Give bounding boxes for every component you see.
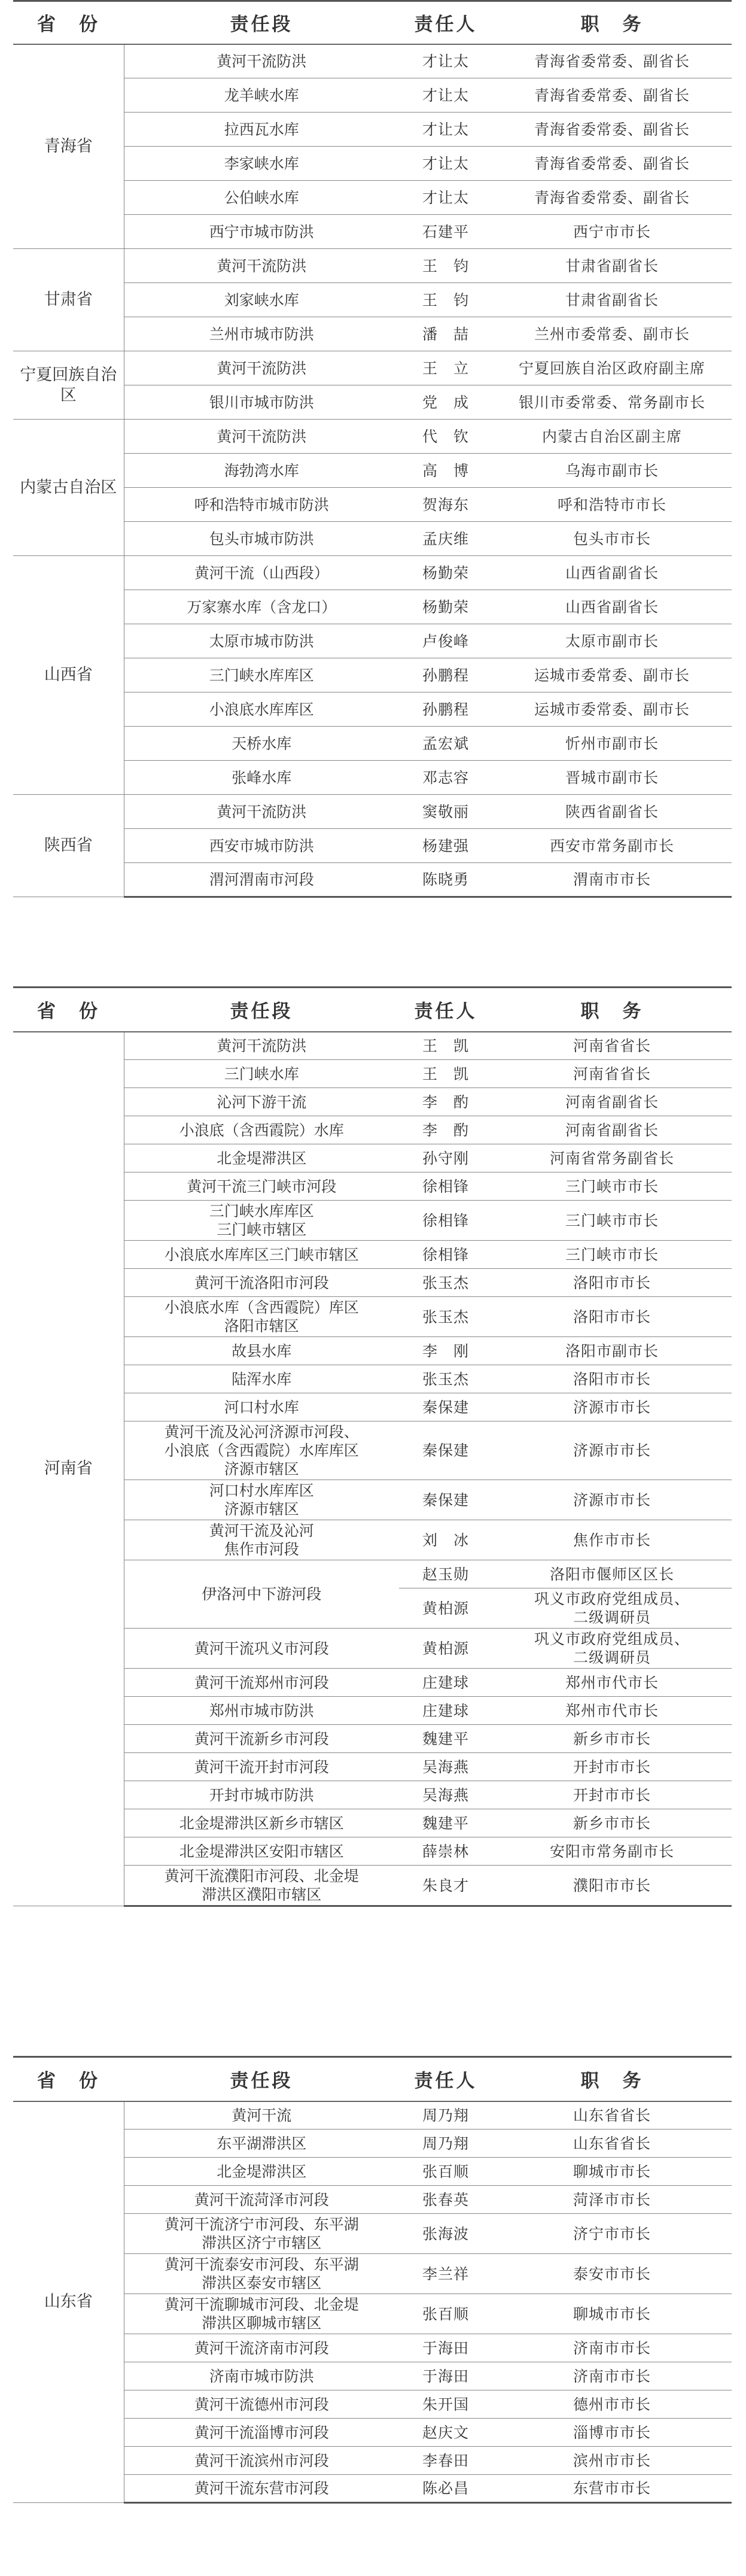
person-cell: 薛崇林 bbox=[399, 1837, 492, 1866]
person-cell: 李兰祥 bbox=[399, 2254, 492, 2294]
table-row bbox=[13, 420, 732, 454]
section-cell: 小浪底（含西霞院）水库 bbox=[124, 1116, 399, 1144]
section-cell: 黄河干流郑州市河段 bbox=[124, 1669, 399, 1697]
section-cell: 黄河干流防洪 bbox=[124, 795, 399, 829]
section-cell: 北金堤滞洪区 bbox=[124, 1144, 399, 1172]
duty-cell: 甘肃省副省长 bbox=[492, 249, 732, 283]
person-cell: 徐相锋 bbox=[399, 1241, 492, 1269]
province-cell: 山西省 bbox=[13, 556, 124, 795]
person-cell: 秦保建 bbox=[399, 1421, 492, 1480]
section-cell: 万家寨水库（含龙口） bbox=[124, 590, 399, 624]
person-cell: 吴海燕 bbox=[399, 1753, 492, 1781]
person-cell: 赵庆文 bbox=[399, 2419, 492, 2447]
person-cell: 李 酌 bbox=[399, 1088, 492, 1116]
person-cell: 卢俊峰 bbox=[399, 624, 492, 658]
section-cell: 济南市城市防洪 bbox=[124, 2362, 399, 2390]
header-duty: 职 务 bbox=[492, 2057, 732, 2101]
duty-cell: 新乡市市长 bbox=[492, 1725, 732, 1753]
person-cell: 黄柏源 bbox=[399, 1588, 492, 1629]
person-cell: 李 酌 bbox=[399, 1116, 492, 1144]
section-cell: 三门峡水库 bbox=[124, 1060, 399, 1088]
duty-cell: 甘肃省副省长 bbox=[492, 283, 732, 317]
section-cell: 北金堤滞洪区安阳市辖区 bbox=[124, 1837, 399, 1866]
section-cell: 黄河干流泰安市河段、东平湖 滞洪区泰安市辖区 bbox=[124, 2254, 399, 2294]
person-cell: 才让太 bbox=[399, 78, 492, 113]
person-cell: 张海波 bbox=[399, 2214, 492, 2254]
duty-cell: 菏泽市市长 bbox=[492, 2186, 732, 2214]
section-cell: 黄河干流（山西段） bbox=[124, 556, 399, 590]
section-cell: 三门峡水库库区 bbox=[124, 658, 399, 692]
section-cell: 陆浑水库 bbox=[124, 1365, 399, 1393]
duty-cell: 运城市委常委、副市长 bbox=[492, 658, 732, 692]
section-cell: 三门峡水库库区 三门峡市辖区 bbox=[124, 1201, 399, 1241]
duty-cell: 济源市市长 bbox=[492, 1421, 732, 1480]
duty-cell: 青海省委常委、副省长 bbox=[492, 78, 732, 113]
person-cell: 代 钦 bbox=[399, 420, 492, 454]
duty-cell: 郑州市代市长 bbox=[492, 1669, 732, 1697]
section-cell: 黄河干流济宁市河段、东平湖 滞洪区济宁市辖区 bbox=[124, 2214, 399, 2254]
section-cell: 伊洛河中下游河段 bbox=[124, 1560, 399, 1629]
section-cell: 黄河干流防洪 bbox=[124, 1032, 399, 1060]
person-cell: 吴海燕 bbox=[399, 1781, 492, 1809]
person-cell: 张百顺 bbox=[399, 2158, 492, 2186]
section-cell: 河口村水库 bbox=[124, 1393, 399, 1421]
section-cell: 小浪底水库库区三门峡市辖区 bbox=[124, 1241, 399, 1269]
table-row bbox=[13, 249, 732, 283]
duty-cell: 山西省副省长 bbox=[492, 590, 732, 624]
section-cell: 黄河干流巩义市河段 bbox=[124, 1629, 399, 1669]
duty-cell: 呼和浩特市市长 bbox=[492, 488, 732, 522]
person-cell: 才让太 bbox=[399, 44, 492, 78]
section-cell: 黄河干流洛阳市河段 bbox=[124, 1269, 399, 1297]
duty-cell: 陕西省副省长 bbox=[492, 795, 732, 829]
section-cell: 李家峡水库 bbox=[124, 147, 399, 181]
section-cell: 黄河干流滨州市河段 bbox=[124, 2447, 399, 2475]
duty-cell: 河南省省长 bbox=[492, 1032, 732, 1060]
table-header-row bbox=[13, 988, 732, 1032]
person-cell: 张玉杰 bbox=[399, 1269, 492, 1297]
duty-cell: 开封市市长 bbox=[492, 1781, 732, 1809]
duty-cell: 巩义市政府党组成员、 二级调研员 bbox=[492, 1629, 732, 1669]
person-cell: 贺海东 bbox=[399, 488, 492, 522]
section-cell: 包头市城市防洪 bbox=[124, 522, 399, 556]
section-cell: 黄河干流濮阳市河段、北金堤 滞洪区濮阳市辖区 bbox=[124, 1866, 399, 1906]
person-cell: 王 钧 bbox=[399, 283, 492, 317]
section-cell: 黄河干流开封市河段 bbox=[124, 1753, 399, 1781]
person-cell: 徐相锋 bbox=[399, 1201, 492, 1241]
duty-cell: 忻州市副市长 bbox=[492, 727, 732, 761]
table-row bbox=[13, 2101, 732, 2130]
section-cell: 龙羊峡水库 bbox=[124, 78, 399, 113]
person-cell: 窦敬丽 bbox=[399, 795, 492, 829]
person-cell: 陈必昌 bbox=[399, 2475, 492, 2503]
person-cell: 周乃翔 bbox=[399, 2101, 492, 2130]
section-cell: 小浪底水库（含西霞院）库区 洛阳市辖区 bbox=[124, 1297, 399, 1337]
person-cell: 王 凯 bbox=[399, 1060, 492, 1088]
duty-cell: 山东省省长 bbox=[492, 2101, 732, 2130]
person-cell: 魏建平 bbox=[399, 1809, 492, 1837]
person-cell: 孙鹏程 bbox=[399, 658, 492, 692]
duty-cell: 济源市市长 bbox=[492, 1480, 732, 1520]
person-cell: 孙鹏程 bbox=[399, 692, 492, 727]
person-cell: 孟庆维 bbox=[399, 522, 492, 556]
province-cell: 甘肃省 bbox=[13, 249, 124, 351]
section-cell: 呼和浩特市城市防洪 bbox=[124, 488, 399, 522]
table-row bbox=[13, 351, 732, 385]
section-cell: 黄河干流防洪 bbox=[124, 249, 399, 283]
duty-cell: 内蒙古自治区副主席 bbox=[492, 420, 732, 454]
header-section: 责任段 bbox=[124, 1, 399, 44]
province-cell: 河南省 bbox=[13, 1032, 124, 1906]
duty-cell: 洛阳市市长 bbox=[492, 1365, 732, 1393]
section-cell: 天桥水库 bbox=[124, 727, 399, 761]
header-person: 责任人 bbox=[399, 1, 492, 44]
person-cell: 李春田 bbox=[399, 2447, 492, 2475]
header-section: 责任段 bbox=[124, 2057, 399, 2101]
person-cell: 陈晓勇 bbox=[399, 863, 492, 897]
duty-cell: 包头市市长 bbox=[492, 522, 732, 556]
duty-cell: 洛阳市市长 bbox=[492, 1297, 732, 1337]
table-header-row bbox=[13, 1, 732, 44]
responsibility-table-2 bbox=[13, 986, 732, 1907]
person-cell: 张百顺 bbox=[399, 2294, 492, 2334]
section-cell: 海勃湾水库 bbox=[124, 454, 399, 488]
person-cell: 才让太 bbox=[399, 147, 492, 181]
province-cell: 山东省 bbox=[13, 2101, 124, 2503]
duty-cell: 青海省委常委、副省长 bbox=[492, 181, 732, 215]
duty-cell: 兰州市委常委、副市长 bbox=[492, 317, 732, 351]
header-province: 省 份 bbox=[13, 1, 124, 44]
duty-cell: 河南省副省长 bbox=[492, 1088, 732, 1116]
person-cell: 张春英 bbox=[399, 2186, 492, 2214]
duty-cell: 西安市常务副市长 bbox=[492, 829, 732, 863]
responsibility-table-3 bbox=[13, 2056, 732, 2504]
duty-cell: 山西省副省长 bbox=[492, 556, 732, 590]
duty-cell: 银川市委常委、常务副市长 bbox=[492, 385, 732, 420]
person-cell: 杨建强 bbox=[399, 829, 492, 863]
table-row bbox=[13, 1032, 732, 1060]
duty-cell: 河南省省长 bbox=[492, 1060, 732, 1088]
duty-cell: 河南省副省长 bbox=[492, 1116, 732, 1144]
section-cell: 黄河干流淄博市河段 bbox=[124, 2419, 399, 2447]
duty-cell: 青海省委常委、副省长 bbox=[492, 113, 732, 147]
table-row bbox=[13, 795, 732, 829]
section-cell: 开封市城市防洪 bbox=[124, 1781, 399, 1809]
duty-cell: 济南市市长 bbox=[492, 2334, 732, 2362]
duty-cell: 德州市市长 bbox=[492, 2390, 732, 2419]
person-cell: 庄建球 bbox=[399, 1697, 492, 1725]
person-cell: 张玉杰 bbox=[399, 1365, 492, 1393]
section-cell: 兰州市城市防洪 bbox=[124, 317, 399, 351]
province-cell: 宁夏回族自治区 bbox=[13, 351, 124, 420]
person-cell: 孟宏斌 bbox=[399, 727, 492, 761]
person-cell: 才让太 bbox=[399, 113, 492, 147]
person-cell: 党 成 bbox=[399, 385, 492, 420]
section-cell: 黄河干流新乡市河段 bbox=[124, 1725, 399, 1753]
header-person: 责任人 bbox=[399, 2057, 492, 2101]
section-cell: 小浪底水库库区 bbox=[124, 692, 399, 727]
responsibility-table-1 bbox=[13, 0, 732, 898]
header-province: 省 份 bbox=[13, 2057, 124, 2101]
province-cell: 青海省 bbox=[13, 44, 124, 249]
person-cell: 李 刚 bbox=[399, 1337, 492, 1365]
section-cell: 黄河干流防洪 bbox=[124, 351, 399, 385]
section-cell: 黄河干流济南市河段 bbox=[124, 2334, 399, 2362]
person-cell: 张玉杰 bbox=[399, 1297, 492, 1337]
duty-cell: 开封市市长 bbox=[492, 1753, 732, 1781]
section-cell: 西宁市城市防洪 bbox=[124, 215, 399, 249]
person-cell: 朱开国 bbox=[399, 2390, 492, 2419]
person-cell: 魏建平 bbox=[399, 1725, 492, 1753]
section-cell: 黄河干流三门峡市河段 bbox=[124, 1172, 399, 1201]
section-cell: 渭河渭南市河段 bbox=[124, 863, 399, 897]
duty-cell: 东营市市长 bbox=[492, 2475, 732, 2503]
section-cell: 黄河干流及沁河 焦作市河段 bbox=[124, 1520, 399, 1560]
section-cell: 河口村水库库区 济源市辖区 bbox=[124, 1480, 399, 1520]
duty-cell: 聊城市市长 bbox=[492, 2294, 732, 2334]
duty-cell: 新乡市市长 bbox=[492, 1809, 732, 1837]
duty-cell: 三门峡市市长 bbox=[492, 1241, 732, 1269]
duty-cell: 青海省委常委、副省长 bbox=[492, 44, 732, 78]
section-cell: 黄河干流及沁河济源市河段、 小浪底（含西霞院）水库库区 济源市辖区 bbox=[124, 1421, 399, 1480]
duty-cell: 河南省常务副省长 bbox=[492, 1144, 732, 1172]
header-person: 责任人 bbox=[399, 988, 492, 1032]
header-duty: 职 务 bbox=[492, 1, 732, 44]
section-cell: 黄河干流德州市河段 bbox=[124, 2390, 399, 2419]
person-cell: 朱良才 bbox=[399, 1866, 492, 1906]
header-section: 责任段 bbox=[124, 988, 399, 1032]
person-cell: 秦保建 bbox=[399, 1393, 492, 1421]
section-cell: 黄河干流聊城市河段、北金堤 滞洪区聊城市辖区 bbox=[124, 2294, 399, 2334]
table-header-row bbox=[13, 2057, 732, 2101]
duty-cell: 焦作市市长 bbox=[492, 1520, 732, 1560]
person-cell: 秦保建 bbox=[399, 1480, 492, 1520]
section-cell: 拉西瓦水库 bbox=[124, 113, 399, 147]
duty-cell: 济宁市市长 bbox=[492, 2214, 732, 2254]
province-cell: 内蒙古自治区 bbox=[13, 420, 124, 556]
section-cell: 沁河下游干流 bbox=[124, 1088, 399, 1116]
header-duty: 职 务 bbox=[492, 988, 732, 1032]
duty-cell: 山东省省长 bbox=[492, 2130, 732, 2158]
duty-cell: 乌海市副市长 bbox=[492, 454, 732, 488]
person-cell: 邓志容 bbox=[399, 761, 492, 795]
section-cell: 黄河干流防洪 bbox=[124, 44, 399, 78]
person-cell: 王 凯 bbox=[399, 1032, 492, 1060]
duty-cell: 运城市委常委、副市长 bbox=[492, 692, 732, 727]
duty-cell: 渭南市市长 bbox=[492, 863, 732, 897]
duty-cell: 西宁市市长 bbox=[492, 215, 732, 249]
duty-cell: 洛阳市偃师区区长 bbox=[492, 1560, 732, 1588]
person-cell: 周乃翔 bbox=[399, 2130, 492, 2158]
section-cell: 北金堤滞洪区新乡市辖区 bbox=[124, 1809, 399, 1837]
section-cell: 黄河干流菏泽市河段 bbox=[124, 2186, 399, 2214]
section-cell: 西安市城市防洪 bbox=[124, 829, 399, 863]
person-cell: 杨勤荣 bbox=[399, 590, 492, 624]
header-province: 省 份 bbox=[13, 988, 124, 1032]
person-cell: 潘 喆 bbox=[399, 317, 492, 351]
duty-cell: 聊城市市长 bbox=[492, 2158, 732, 2186]
section-cell: 黄河干流东营市河段 bbox=[124, 2475, 399, 2503]
person-cell: 庄建球 bbox=[399, 1669, 492, 1697]
person-cell: 高 博 bbox=[399, 454, 492, 488]
section-cell: 太原市城市防洪 bbox=[124, 624, 399, 658]
duty-cell: 三门峡市市长 bbox=[492, 1172, 732, 1201]
duty-cell: 宁夏回族自治区政府副主席 bbox=[492, 351, 732, 385]
section-cell: 张峰水库 bbox=[124, 761, 399, 795]
duty-cell: 滨州市市长 bbox=[492, 2447, 732, 2475]
table-row bbox=[13, 44, 732, 78]
duty-cell: 青海省委常委、副省长 bbox=[492, 147, 732, 181]
person-cell: 于海田 bbox=[399, 2362, 492, 2390]
section-cell: 郑州市城市防洪 bbox=[124, 1697, 399, 1725]
duty-cell: 济南市市长 bbox=[492, 2362, 732, 2390]
province-cell: 陕西省 bbox=[13, 795, 124, 897]
section-cell: 故县水库 bbox=[124, 1337, 399, 1365]
person-cell: 赵玉勋 bbox=[399, 1560, 492, 1588]
person-cell: 王 钧 bbox=[399, 249, 492, 283]
section-cell: 东平湖滞洪区 bbox=[124, 2130, 399, 2158]
section-cell: 公伯峡水库 bbox=[124, 181, 399, 215]
person-cell: 才让太 bbox=[399, 181, 492, 215]
duty-cell: 晋城市副市长 bbox=[492, 761, 732, 795]
duty-cell: 泰安市市长 bbox=[492, 2254, 732, 2294]
duty-cell: 郑州市代市长 bbox=[492, 1697, 732, 1725]
section-cell: 刘家峡水库 bbox=[124, 283, 399, 317]
duty-cell: 洛阳市副市长 bbox=[492, 1337, 732, 1365]
person-cell: 孙守刚 bbox=[399, 1144, 492, 1172]
section-cell: 北金堤滞洪区 bbox=[124, 2158, 399, 2186]
person-cell: 于海田 bbox=[399, 2334, 492, 2362]
duty-cell: 巩义市政府党组成员、 二级调研员 bbox=[492, 1588, 732, 1629]
person-cell: 石建平 bbox=[399, 215, 492, 249]
duty-cell: 洛阳市市长 bbox=[492, 1269, 732, 1297]
duty-cell: 淄博市市长 bbox=[492, 2419, 732, 2447]
duty-cell: 三门峡市市长 bbox=[492, 1201, 732, 1241]
duty-cell: 济源市市长 bbox=[492, 1393, 732, 1421]
duty-cell: 濮阳市市长 bbox=[492, 1866, 732, 1906]
table-row bbox=[13, 556, 732, 590]
person-cell: 黄柏源 bbox=[399, 1629, 492, 1669]
person-cell: 杨勤荣 bbox=[399, 556, 492, 590]
section-cell: 银川市城市防洪 bbox=[124, 385, 399, 420]
person-cell: 王 立 bbox=[399, 351, 492, 385]
section-cell: 黄河干流防洪 bbox=[124, 420, 399, 454]
section-cell: 黄河干流 bbox=[124, 2101, 399, 2130]
person-cell: 徐相锋 bbox=[399, 1172, 492, 1201]
person-cell: 刘 冰 bbox=[399, 1520, 492, 1560]
duty-cell: 安阳市常务副市长 bbox=[492, 1837, 732, 1866]
duty-cell: 太原市副市长 bbox=[492, 624, 732, 658]
